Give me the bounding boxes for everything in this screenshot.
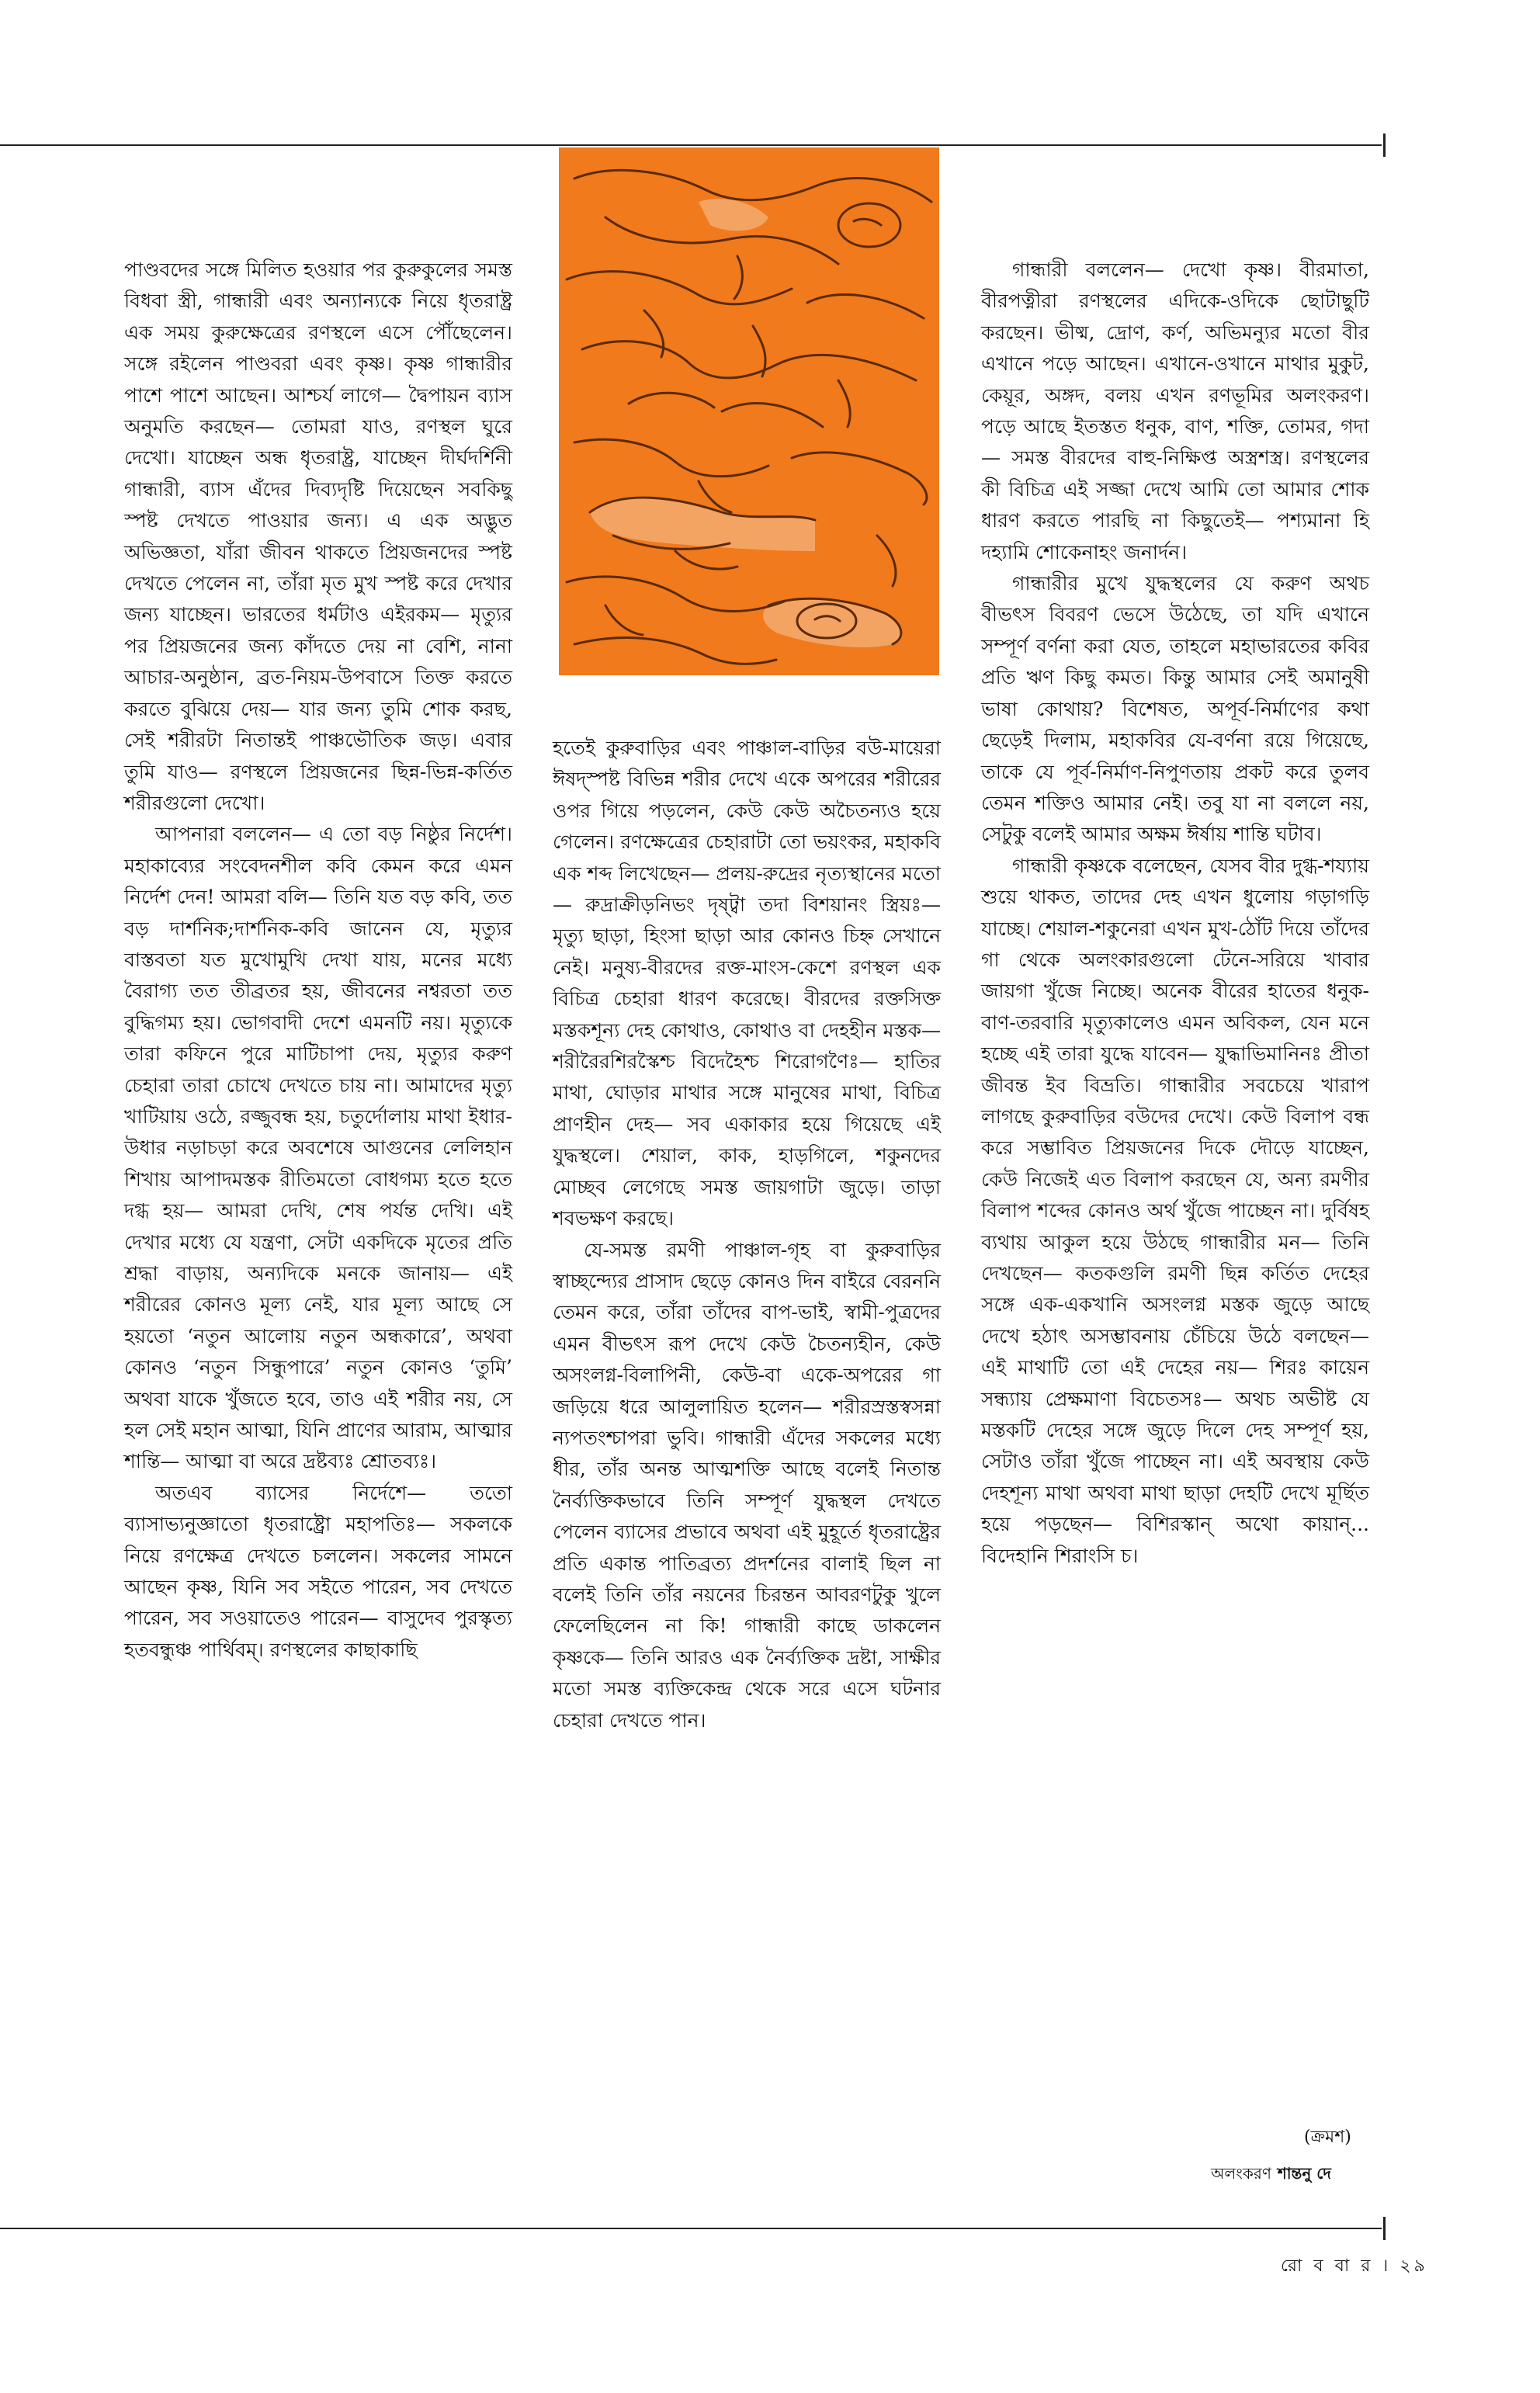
top-rule <box>0 144 1382 146</box>
paragraph: আপনারা বললেন— এ তো বড় নিষ্ঠুর নির্দেশ। মহাকাব্যের সংবেদনশীল কবি কেমন করে এমন নির্দেশ দেন! আমরা বলি— তিনি যত বড় কবি, তত বড় দার্শনিক;দার্শনিক-কবি জানেন যে, মৃত্যুর বাস্তবতা যত মুখোমুখি দেখা যায়, মনের মধ্যে বৈরাগ্য তত তীব্রতর হয়, জীবনের নশ্বরতা তত বুদ্ধিগম্য হয়। ভোগবাদী দেশে এমনটি নয়। মৃত্যুকে তারা কফিনে পুরে মাটিচাপা দেয়, মৃত্যুর করুণ চেহারা তারা চোখে দেখতে চায় না। আমাদের মৃত্যু খাটিয়ায় ওঠে, রজ্জুবন্ধ হয়, চতুর্দোলায় মাথা ইধার-উধার নড়াচড়া করে অবশেষে আগুনের লেলিহান শিখায় আপাদমস্তক রীতিমতো বোধগম্য হতে হতে দগ্ধ হয়— আমরা দেখি, শেষ পর্যন্ত দেখি। এই দেখার মধ্যে যে যন্ত্রণা, সেটা একদিকে মৃতের প্রতি শ্রদ্ধা বাড়ায়, অন্যদিকে মনকে জানায়— এই শরীরের কোনও মূল্য নেই, যার মূল্য আছে সে হয়তো ‘নতুন আলোয় নতুন অন্ধকারে’, অথবা কোনও ‘নতুন সিন্ধুপারে’ নতুন কোনও ‘তুমি’ অথবা যাকে খুঁজতে হবে, তাও এই শরীর নয়, সে হল সেই মহান আত্মা, যিনি প্রাণের আরাম, আত্মার শান্তি— আত্মা বা অরে দ্রষ্টব্যঃ শ্রোতব্যঃ। <box>124 823 512 1473</box>
paragraph: পাণ্ডবদের সঙ্গে মিলিত হওয়ার পর কুরুকুলের সমস্ত বিধবা স্ত্রী, গান্ধারী এবং অন্যান্যকে নিয়ে ধৃতরাষ্ট্র এক সময় কুরুক্ষেত্রের রণস্থলে এসে পৌঁছেলেন। সঙ্গে রইলেন পাণ্ডবরা এবং কৃষ্ণ। কৃষ্ণ গান্ধারীর পাশে পাশে আছেন। আশ্চর্য লাগে— দ্বৈপায়ন ব্যাস অনুমতি করছেন— তোমরা যাও, রণস্থল ঘুরে দেখো। যাচ্ছেন অন্ধ ধৃতরাষ্ট্র, যাচ্ছেন দীর্ঘদর্শিনী গান্ধারী, ব্যাস এঁদের দিব্যদৃষ্টি দিয়েছেন সবকিছু স্পষ্ট দেখতে পাওয়ার জন্য। এ এক অদ্ভুত অভিজ্ঞতা, যাঁরা জীবন থাকতে প্রিয়জনদের স্পষ্ট দেখতে পেলেন না, তাঁরা মৃত মুখ স্পষ্ট করে দেখার জন্য যাচ্ছেন। ভারতের ধর্মটাও এইরকম— মৃত্যুর পর প্রিয়জনের জন্য কাঁদতে দেয় না বেশি, নানা আচার-অনুষ্ঠান, ব্রত-নিয়ম-উপবাসে তিক্ত করতে করতে বুঝিয়ে দেয়— যার জন্য তুমি শোক করছ, সেই শরীরটা নিতান্তই পাঞ্চভৌতিক জড়। এবার তুমি যাও— রণস্থলে প্রিয়জনের ছিন্ন-ভিন্ন-কর্তিত শরীরগুলো দেখো। <box>124 258 512 814</box>
bottom-rule-mark <box>1383 2217 1386 2240</box>
paragraph: অতএব ব্যাসের নির্দেশে— ততো ব্যাসাভ্যনুজ্ঞাতো ধৃতরাষ্ট্রো মহাপতিঃ— সকলকে নিয়ে রণক্ষেত্র দেখতে চললেন। সকলের সামনে আছেন কৃষ্ণ, যিনি সব সইতে পারেন, সব দেখতে পারেন, সব সওয়াতেও পারেন— বাসুদেব পুরস্কৃত্য হতবন্ধুঞ্চ পার্থিবম্। রণস্থলের কাছাকাছি <box>124 1481 512 1661</box>
article-column-3 <box>981 255 1369 1572</box>
credit-name: শান্তনু দে <box>1277 2164 1331 2183</box>
continued-note: (ক্রমশ) <box>1304 2128 1351 2147</box>
paragraph: গান্ধারীর মুখে যুদ্ধস্থলের যে করুণ অথচ বীভৎস বিবরণ ভেসে উঠেছে, তা যদি এখানে সম্পূর্ণ বর্ণনা করা যেত, তাহলে মহাভারতের কবির প্রতি ঋণ কিছু কমত। কিন্তু আমার সেই অমানুষী ভাষা কোথায়? বিশেষত, অপূর্ব-নির্মাণের কথা ছেড়েই দিলাম, মহাকবির যে-বর্ণনা রয়ে গিয়েছে, তাকে যে পূর্ব-নির্মাণ-নিপুণতায় প্রকট করে তুলব তেমন শক্তিও আমার নেই। তবু যা না বললে নয়, সেটুকু বলেই আমার অক্ষম ঈর্ষায় শান্তি ঘটাব। <box>981 572 1369 846</box>
paragraph: গান্ধারী কৃষ্ণকে বলেছেন, যেসব বীর দুগ্ধ-শয্যায় শুয়ে থাকত, তাদের দেহ এখন ধুলোয় গড়াগড়ি যাচ্ছে। শেয়াল-শকুনেরা এখন মুখ-ঠোঁট দিয়ে তাঁদের গা থেকে অলংকারগুলো টেনে-সরিয়ে খাবার জায়গা খুঁজে নিচ্ছে। অনেক বীরের হাতের ধনুক-বাণ-তরবারি মৃত্যুকালেও এমন অবিকল, যেন মনে হচ্ছে এই তারা যুদ্ধে যাবেন— যুদ্ধাভিমানিনঃ প্রীতা জীবন্ত ইব বিভ্রতি। গান্ধারীর সবচেয়ে খারাপ লাগছে কুরুবাড়ির বউদের দেখে। কেউ বিলাপ বন্ধ করে সম্ভাবিত প্রিয়জনের দিকে দৌড়ে যাচ্ছেন, কেউ নিজেই এত বিলাপ করছেন যে, অন্য রমণীর বিলাপ শব্দের কোনও অর্থ খুঁজে পাচ্ছেন না। দুর্বিষহ ব্যথায় আকুল হয়ে উঠছে গান্ধারীর মন— তিনি দেখছেন— কতকগুলি রমণী ছিন্ন কর্তিত দেহের সঙ্গে এক-একখানি অসংলগ্ন মস্তক জুড়ে আছে দেখে হঠাৎ অসম্ভাবনায় চেঁচিয়ে উঠে বলছেন— এই মাথাটি তো এই দেহের নয়— শিরঃ কায়েন সন্ধ্যায় প্রেক্ষমাণা বিচেতসঃ— অথচ অভীষ্ট যে মস্তকটি দেহের সঙ্গে জুড়ে দিলে দেহ সম্পূর্ণ হয়, সেটাও তাঁরা খুঁজে পাচ্ছেন না। এই অবস্থায় কেউ দেহশূন্য মাথা অথবা মাথা ছাড়া দেহটি দেখে মূর্ছিত হয়ে পড়ছেন— বিশিরস্কান্ অথো কায়ান্... বিদেহানি শিরাংসি চ। <box>981 854 1369 1567</box>
article-column-2 <box>553 733 941 1736</box>
paragraph: যে-সমস্ত রমণী পাঞ্চাল-গৃহ বা কুরুবাড়ির স্বাচ্ছন্দ্যের প্রাসাদ ছেড়ে কোনও দিন বাইরে বেরননি তেমন করে, তাঁরা তাঁদের বাপ-ভাই, স্বামী-পুত্রদের এমন বীভৎস রূপ দেখে কেউ চৈতন্যহীন, কেউ অসংলগ্ন-বিলাপিনী, কেউ-বা একে-অপরের গা জড়িয়ে ধরে আলুলায়িত হলেন— শরীরস্রস্তস্বসন্না ন্যপতংশ্চাপরা ভুবি। গান্ধারী এঁদের সকলের মধ্যে ধীর, তাঁর অনন্ত আত্মশক্তি আছে বলেই নিতান্ত নৈর্ব্যক্তিকভাবে তিনি সম্পূর্ণ যুদ্ধস্থল দেখতে পেলেন ব্যাসের প্রভাবে অথবা এই মুহূর্তে ধৃতরাষ্ট্রের প্রতি একান্ত পাতিব্রত্য প্রদর্শনের বালাই ছিল না বলেই তিনি তাঁর নয়নের চিরন্তন আবরণটুকু খুলে ফেলেছিলেন না কি! গান্ধারী কাছে ডাকলেন কৃষ্ণকে— তিনি আরও এক নৈর্ব্যক্তিক দ্রষ্টা, সাক্ষীর মতো সমস্ত ব্যক্তিকেন্দ্র থেকে সরে এসে ঘটনার চেহারা দেখতে পান। <box>553 1238 941 1732</box>
credit-label: অলংকরণ <box>1211 2164 1271 2183</box>
illustration <box>559 147 939 675</box>
bottom-rule <box>0 2228 1382 2229</box>
page-folio: রো ব বা র । ২৯ <box>1281 2256 1428 2276</box>
article-column-1 <box>124 255 512 1666</box>
top-rule-mark <box>1383 134 1386 157</box>
paragraph: গান্ধারী বললেন— দেখো কৃষ্ণ। বীরমাতা, বীরপত্নীরা রণস্থলের এদিকে-ওদিকে ছোটাছুটি করছেন। ভীষ্ম, দ্রোণ, কর্ণ, অভিমন্যুর মতো বীর এখানে পড়ে আছেন। এখানে-ওখানে মাথার মুকুট, কেয়ূর, অঙ্গদ, বলয় এখন রণভূমির অলংকরণ। পড়ে আছে ইতস্তত ধনুক, বাণ, শক্তি, তোমর, গদা— সমস্ত বীরদের বাহু-নিক্ষিপ্ত অস্ত্রশস্ত্র। রণস্থলের কী বিচিত্র এই সজ্জা দেখে আমি তো আমার শোক ধারণ করতে পারছি না কিছুতেই— পশ্যমানা হি দহ্যামি শোকেনাহং জনার্দন। <box>981 258 1369 564</box>
paragraph: হতেই কুরুবাড়ির এবং পাঞ্চাল-বাড়ির বউ-মায়েরা ঈষদ্‌স্পষ্ট বিভিন্ন শরীর দেখে একে অপরের শরীরের ওপর গিয়ে পড়লেন, কেউ কেউ অচৈতন্যও হয়ে গেলেন। রণক্ষেত্রের চেহারাটা তো ভয়ংকর, মহাকবি এক শব্দ লিখেছেন— প্রলয়-রুদ্রের নৃত্যস্থানের মতো— রুদ্রাক্রীড়নিভং দৃষ্ট্বা তদা বিশয়ানং স্ত্রিয়ঃ— মৃত্যু ছাড়া, হিংসা ছাড়া আর কোনও চিহ্ন সেখানে নেই। মনুষ্য-বীরদের রক্ত-মাংস-কেশে রণস্থল এক বিচিত্র চেহারা ধারণ করেছে। বীরদের রক্তসিক্ত মস্তকশূন্য দেহ কোথাও, কোথাও বা দেহহীন মস্তক— শরীরৈরশিরস্কৈশ্চ বিদেহৈশ্চ শিরোগণৈঃ— হাতির মাথা, ঘোড়ার মাথার সঙ্গে মানুষের মাথা, বিচিত্র প্রাণহীন দেহ— সব একাকার হয়ে গিয়েছে এই যুদ্ধস্থলে। শেয়াল, কাক, হাড়গিলে, শকুনদের মোচ্ছব লেগেছে সমস্ত জায়গাটা জুড়ে। তাড়া শবভক্ষণ করছে। <box>553 737 941 1230</box>
illustration-credit <box>1211 2162 1331 2188</box>
